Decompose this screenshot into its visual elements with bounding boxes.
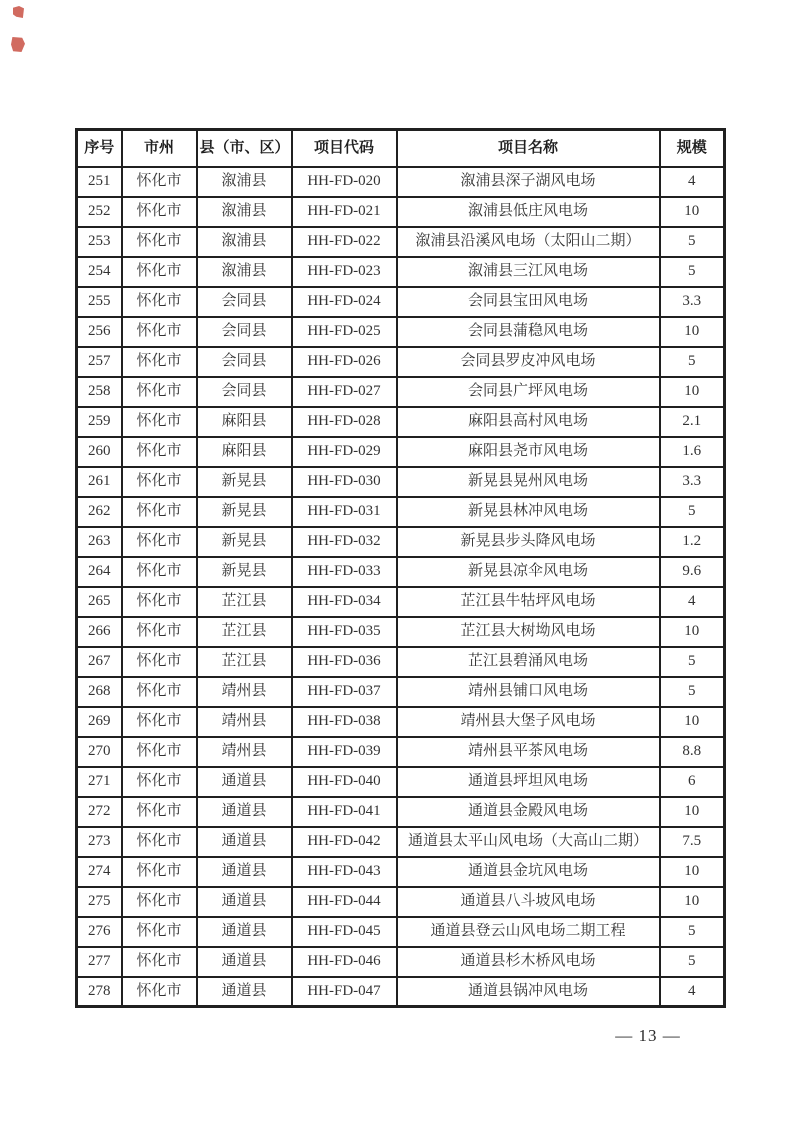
cell-city: 怀化市 xyxy=(122,557,197,587)
cell-county: 会同县 xyxy=(197,287,292,317)
cell-county: 溆浦县 xyxy=(197,227,292,257)
cell-name: 新晃县凉伞风电场 xyxy=(397,557,660,587)
cell-index: 259 xyxy=(77,407,122,437)
cell-scale: 4 xyxy=(660,977,725,1007)
cell-city: 怀化市 xyxy=(122,887,197,917)
table-row xyxy=(77,437,725,467)
red-scan-artifact xyxy=(11,37,25,52)
header-name: 项目名称 xyxy=(397,130,660,167)
table-row xyxy=(77,347,725,377)
cell-index: 251 xyxy=(77,167,122,197)
cell-county: 通道县 xyxy=(197,857,292,887)
table-row xyxy=(77,557,725,587)
cell-index: 267 xyxy=(77,647,122,677)
cell-city: 怀化市 xyxy=(122,167,197,197)
header-index: 序号 xyxy=(77,130,122,167)
table-row xyxy=(77,197,725,227)
table-row xyxy=(77,887,725,917)
cell-scale: 4 xyxy=(660,587,725,617)
cell-code: HH-FD-024 xyxy=(292,287,397,317)
cell-scale: 1.6 xyxy=(660,437,725,467)
cell-scale: 9.6 xyxy=(660,557,725,587)
cell-county: 会同县 xyxy=(197,317,292,347)
cell-index: 258 xyxy=(77,377,122,407)
cell-code: HH-FD-046 xyxy=(292,947,397,977)
cell-name: 新晃县步头降风电场 xyxy=(397,527,660,557)
cell-index: 274 xyxy=(77,857,122,887)
cell-county: 靖州县 xyxy=(197,707,292,737)
cell-county: 芷江县 xyxy=(197,617,292,647)
table-header-row xyxy=(77,130,725,167)
cell-index: 278 xyxy=(77,977,122,1007)
cell-code: HH-FD-026 xyxy=(292,347,397,377)
cell-code: HH-FD-023 xyxy=(292,257,397,287)
cell-index: 257 xyxy=(77,347,122,377)
cell-index: 270 xyxy=(77,737,122,767)
table-row xyxy=(77,257,725,287)
cell-name: 芷江县牛牯坪风电场 xyxy=(397,587,660,617)
cell-city: 怀化市 xyxy=(122,977,197,1007)
cell-index: 264 xyxy=(77,557,122,587)
cell-code: HH-FD-028 xyxy=(292,407,397,437)
cell-index: 261 xyxy=(77,467,122,497)
table-row xyxy=(77,797,725,827)
cell-county: 靖州县 xyxy=(197,737,292,767)
table-row xyxy=(77,917,725,947)
table-row xyxy=(77,947,725,977)
cell-county: 会同县 xyxy=(197,377,292,407)
cell-code: HH-FD-022 xyxy=(292,227,397,257)
table-row xyxy=(77,167,725,197)
table-row xyxy=(77,227,725,257)
cell-name: 会同县宝田风电场 xyxy=(397,287,660,317)
cell-scale: 10 xyxy=(660,377,725,407)
cell-county: 新晃县 xyxy=(197,557,292,587)
cell-city: 怀化市 xyxy=(122,317,197,347)
cell-name: 溆浦县沿溪风电场（太阳山二期） xyxy=(397,227,660,257)
cell-name: 会同县罗皮冲风电场 xyxy=(397,347,660,377)
cell-scale: 4 xyxy=(660,167,725,197)
cell-index: 260 xyxy=(77,437,122,467)
cell-index: 266 xyxy=(77,617,122,647)
header-city: 市州 xyxy=(122,130,197,167)
cell-scale: 8.8 xyxy=(660,737,725,767)
cell-scale: 6 xyxy=(660,767,725,797)
header-code: 项目代码 xyxy=(292,130,397,167)
table-row xyxy=(77,677,725,707)
table-row xyxy=(77,737,725,767)
cell-scale: 10 xyxy=(660,887,725,917)
cell-name: 通道县坪坦风电场 xyxy=(397,767,660,797)
cell-index: 255 xyxy=(77,287,122,317)
cell-name: 靖州县铺口风电场 xyxy=(397,677,660,707)
cell-city: 怀化市 xyxy=(122,647,197,677)
cell-code: HH-FD-044 xyxy=(292,887,397,917)
page-number: — 13 — xyxy=(615,1026,681,1045)
cell-city: 怀化市 xyxy=(122,467,197,497)
cell-city: 怀化市 xyxy=(122,857,197,887)
cell-county: 通道县 xyxy=(197,977,292,1007)
table-row xyxy=(77,407,725,437)
cell-code: HH-FD-042 xyxy=(292,827,397,857)
cell-county: 通道县 xyxy=(197,767,292,797)
cell-city: 怀化市 xyxy=(122,527,197,557)
cell-index: 253 xyxy=(77,227,122,257)
cell-county: 溆浦县 xyxy=(197,257,292,287)
cell-scale: 5 xyxy=(660,497,725,527)
cell-scale: 5 xyxy=(660,947,725,977)
project-table xyxy=(75,128,726,1008)
cell-city: 怀化市 xyxy=(122,227,197,257)
cell-code: HH-FD-035 xyxy=(292,617,397,647)
table-row xyxy=(77,587,725,617)
cell-scale: 3.3 xyxy=(660,287,725,317)
cell-scale: 5 xyxy=(660,677,725,707)
cell-scale: 10 xyxy=(660,197,725,227)
cell-city: 怀化市 xyxy=(122,737,197,767)
cell-city: 怀化市 xyxy=(122,287,197,317)
cell-city: 怀化市 xyxy=(122,197,197,227)
cell-code: HH-FD-039 xyxy=(292,737,397,767)
table-row xyxy=(77,527,725,557)
cell-name: 溆浦县深子湖风电场 xyxy=(397,167,660,197)
cell-county: 通道县 xyxy=(197,887,292,917)
table-row xyxy=(77,467,725,497)
table-row xyxy=(77,977,725,1007)
cell-code: HH-FD-021 xyxy=(292,197,397,227)
cell-index: 262 xyxy=(77,497,122,527)
cell-scale: 5 xyxy=(660,647,725,677)
cell-city: 怀化市 xyxy=(122,827,197,857)
cell-name: 通道县杉木桥风电场 xyxy=(397,947,660,977)
red-scan-artifact xyxy=(13,6,24,18)
cell-code: HH-FD-040 xyxy=(292,767,397,797)
cell-name: 会同县广坪风电场 xyxy=(397,377,660,407)
cell-county: 通道县 xyxy=(197,827,292,857)
cell-scale: 10 xyxy=(660,617,725,647)
cell-scale: 2.1 xyxy=(660,407,725,437)
cell-county: 溆浦县 xyxy=(197,167,292,197)
cell-city: 怀化市 xyxy=(122,797,197,827)
cell-city: 怀化市 xyxy=(122,947,197,977)
cell-city: 怀化市 xyxy=(122,257,197,287)
cell-scale: 10 xyxy=(660,857,725,887)
cell-city: 怀化市 xyxy=(122,917,197,947)
table-row xyxy=(77,287,725,317)
cell-name: 新晃县林冲风电场 xyxy=(397,497,660,527)
cell-city: 怀化市 xyxy=(122,347,197,377)
cell-name: 通道县金殿风电场 xyxy=(397,797,660,827)
cell-name: 通道县锅冲风电场 xyxy=(397,977,660,1007)
cell-county: 芷江县 xyxy=(197,647,292,677)
cell-name: 靖州县平茶风电场 xyxy=(397,737,660,767)
cell-county: 新晃县 xyxy=(197,527,292,557)
cell-city: 怀化市 xyxy=(122,707,197,737)
cell-code: HH-FD-043 xyxy=(292,857,397,887)
cell-name: 靖州县大堡子风电场 xyxy=(397,707,660,737)
cell-scale: 10 xyxy=(660,707,725,737)
cell-county: 新晃县 xyxy=(197,467,292,497)
cell-index: 265 xyxy=(77,587,122,617)
header-county: 县（市、区） xyxy=(197,130,292,167)
cell-code: HH-FD-038 xyxy=(292,707,397,737)
cell-scale: 5 xyxy=(660,347,725,377)
cell-county: 芷江县 xyxy=(197,587,292,617)
cell-index: 272 xyxy=(77,797,122,827)
cell-index: 263 xyxy=(77,527,122,557)
cell-code: HH-FD-030 xyxy=(292,467,397,497)
cell-city: 怀化市 xyxy=(122,407,197,437)
cell-index: 252 xyxy=(77,197,122,227)
cell-code: HH-FD-036 xyxy=(292,647,397,677)
cell-scale: 3.3 xyxy=(660,467,725,497)
header-scale: 规模 xyxy=(660,130,725,167)
table-row xyxy=(77,617,725,647)
table-row xyxy=(77,827,725,857)
table-row xyxy=(77,497,725,527)
cell-index: 273 xyxy=(77,827,122,857)
cell-name: 芷江县碧涌风电场 xyxy=(397,647,660,677)
cell-index: 254 xyxy=(77,257,122,287)
cell-scale: 10 xyxy=(660,797,725,827)
cell-name: 麻阳县尧市风电场 xyxy=(397,437,660,467)
table-row xyxy=(77,647,725,677)
cell-name: 会同县蒲稳风电场 xyxy=(397,317,660,347)
cell-index: 277 xyxy=(77,947,122,977)
cell-name: 通道县金坑风电场 xyxy=(397,857,660,887)
cell-name: 麻阳县高村风电场 xyxy=(397,407,660,437)
cell-county: 会同县 xyxy=(197,347,292,377)
cell-index: 268 xyxy=(77,677,122,707)
cell-county: 麻阳县 xyxy=(197,407,292,437)
cell-city: 怀化市 xyxy=(122,677,197,707)
cell-code: HH-FD-025 xyxy=(292,317,397,347)
table-row xyxy=(77,377,725,407)
cell-name: 溆浦县三江风电场 xyxy=(397,257,660,287)
project-table-container xyxy=(75,128,723,1008)
cell-county: 溆浦县 xyxy=(197,197,292,227)
cell-name: 通道县八斗坡风电场 xyxy=(397,887,660,917)
cell-scale: 5 xyxy=(660,917,725,947)
cell-index: 269 xyxy=(77,707,122,737)
cell-code: HH-FD-027 xyxy=(292,377,397,407)
cell-city: 怀化市 xyxy=(122,587,197,617)
cell-scale: 10 xyxy=(660,317,725,347)
cell-name: 通道县登云山风电场二期工程 xyxy=(397,917,660,947)
cell-county: 通道县 xyxy=(197,797,292,827)
cell-index: 256 xyxy=(77,317,122,347)
cell-city: 怀化市 xyxy=(122,767,197,797)
cell-county: 通道县 xyxy=(197,917,292,947)
table-row xyxy=(77,317,725,347)
cell-code: HH-FD-041 xyxy=(292,797,397,827)
cell-scale: 7.5 xyxy=(660,827,725,857)
cell-city: 怀化市 xyxy=(122,437,197,467)
cell-code: HH-FD-037 xyxy=(292,677,397,707)
cell-county: 通道县 xyxy=(197,947,292,977)
cell-scale: 1.2 xyxy=(660,527,725,557)
cell-code: HH-FD-045 xyxy=(292,917,397,947)
cell-code: HH-FD-047 xyxy=(292,977,397,1007)
cell-index: 271 xyxy=(77,767,122,797)
cell-name: 新晃县晃州风电场 xyxy=(397,467,660,497)
table-row xyxy=(77,707,725,737)
cell-city: 怀化市 xyxy=(122,377,197,407)
cell-county: 新晃县 xyxy=(197,497,292,527)
cell-code: HH-FD-033 xyxy=(292,557,397,587)
cell-name: 通道县太平山风电场（大高山二期） xyxy=(397,827,660,857)
cell-city: 怀化市 xyxy=(122,617,197,647)
cell-index: 275 xyxy=(77,887,122,917)
cell-name: 溆浦县低庄风电场 xyxy=(397,197,660,227)
table-row xyxy=(77,857,725,887)
cell-city: 怀化市 xyxy=(122,497,197,527)
cell-name: 芷江县大树坳风电场 xyxy=(397,617,660,647)
table-body xyxy=(77,167,725,1007)
cell-code: HH-FD-032 xyxy=(292,527,397,557)
cell-scale: 5 xyxy=(660,257,725,287)
table-row xyxy=(77,767,725,797)
cell-scale: 5 xyxy=(660,227,725,257)
cell-county: 靖州县 xyxy=(197,677,292,707)
cell-code: HH-FD-020 xyxy=(292,167,397,197)
cell-code: HH-FD-029 xyxy=(292,437,397,467)
cell-code: HH-FD-034 xyxy=(292,587,397,617)
cell-county: 麻阳县 xyxy=(197,437,292,467)
cell-code: HH-FD-031 xyxy=(292,497,397,527)
cell-index: 276 xyxy=(77,917,122,947)
